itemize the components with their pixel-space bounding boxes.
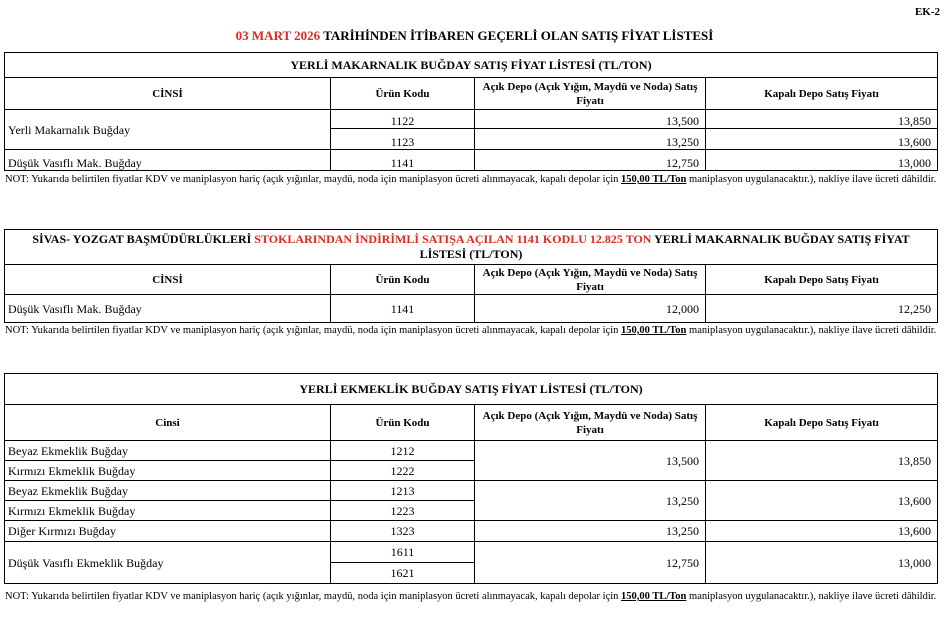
open-depot-price: 12,750 [475,150,706,171]
product-name: Diğer Kırmızı Buğday [5,521,331,542]
header-open-depot: Açık Depo (Açık Yığın, Maydü ve Noda) Satış Fiyatı [475,78,706,110]
closed-depot-price: 13,600 [706,521,938,542]
header-cinsi: Cinsi [5,405,331,441]
manipulation-fee: 150,00 TL/Ton [621,174,687,185]
header-open-depot: Açık Depo (Açık Yığın, Maydü ve Noda) Satış Fiyatı [475,265,706,295]
product-name: Beyaz Ekmeklik Buğday [5,441,331,461]
page-title [0,28,949,44]
header-closed-depot: Kapalı Depo Satış Fiyatı [706,265,938,295]
open-depot-price: 13,250 [475,521,706,542]
bread-wheat-price-table [4,373,938,584]
product-name: Yerli Makarnalık Buğday [5,110,331,150]
closed-depot-price: 13,600 [706,481,938,521]
manipulation-fee: 150,00 TL/Ton [621,325,687,336]
closed-depot-price: 13,600 [706,129,938,150]
product-name: Düşük Vasıflı Ekmeklik Buğday [5,542,331,584]
open-depot-price: 13,500 [475,441,706,481]
section-title: YERLİ EKMEKLİK BUĞDAY SATIŞ FİYAT LİSTESİ (TL/TON) [5,374,938,405]
header-open-depot: Açık Depo (Açık Yığın, Maydü ve Noda) Satış Fiyatı [475,405,706,441]
open-depot-price: 13,250 [475,129,706,150]
product-code: 1122 [331,110,475,129]
title-date: 03 MART 2026 [235,28,321,43]
price-note: NOT: Yukarıda belirtilen fiyatlar KDV ve maniplasyon hariç (açık yığınlar, maydü, noda için maniplasyon ücreti alınmayacak, kapalı depolar için 150,00 TL/Ton maniplasyon uygulanacaktır.), nakliye ilave ücreti dâhildir. [5,591,937,602]
product-code: 1222 [331,461,475,481]
title-text: TARİHİNDEN İTİBAREN GEÇERLİ OLAN SATIŞ FİYAT LİSTESİ [320,28,714,43]
product-name: Kırmızı Ekmeklik Buğday [5,461,331,481]
closed-depot-price: 13,850 [706,110,938,129]
discount-highlight: STOKLARINDAN İNDİRİMLİ SATIŞA AÇILAN 1141 KODLU 12.825 TON [254,232,652,246]
product-name: Beyaz Ekmeklik Buğday [5,481,331,501]
price-note: NOT: Yukarıda belirtilen fiyatlar KDV ve maniplasyon hariç (açık yığınlar, maydü, noda için maniplasyon ücreti alınmayacak, kapalı depolar için 150,00 TL/Ton maniplasyon uygulanacaktır.), nakliye ilave ücreti dâhildir. [5,174,937,185]
product-code: 1223 [331,501,475,521]
header-cinsi: CİNSİ [5,265,331,295]
header-product-code: Ürün Kodu [331,405,475,441]
product-code: 1141 [331,150,475,171]
product-code: 1611 [331,542,475,563]
header-product-code: Ürün Kodu [331,78,475,110]
price-note: NOT: Yukarıda belirtilen fiyatlar KDV ve maniplasyon hariç (açık yığınlar, maydü, noda için maniplasyon ücreti alınmayacak, kapalı depolar için 150,00 TL/Ton maniplasyon uygulanacaktır.), nakliye ilave ücreti dâhildir. [5,325,937,336]
open-depot-price: 12,750 [475,542,706,584]
open-depot-price: 12,000 [475,295,706,323]
product-name: Kırmızı Ekmeklik Buğday [5,501,331,521]
product-code: 1141 [331,295,475,323]
product-code: 1323 [331,521,475,542]
open-depot-price: 13,250 [475,481,706,521]
closed-depot-price: 12,250 [706,295,938,323]
manipulation-fee: 150,00 TL/Ton [621,591,687,602]
product-code: 1213 [331,481,475,501]
product-code: 1123 [331,129,475,150]
section-title: SİVAS- YOZGAT BAŞMÜDÜRLÜKLERİ STOKLARINDAN İNDİRİMLİ SATIŞA AÇILAN 1141 KODLU 12.825 TON YERLİ MAKARNALIK BUĞDAY SATIŞ FİYAT LİSTESİ (TL/TON) [5,230,938,265]
closed-depot-price: 13,000 [706,150,938,171]
closed-depot-price: 13,000 [706,542,938,584]
durum-wheat-price-table [4,52,938,171]
product-code: 1621 [331,563,475,584]
open-depot-price: 13,500 [475,110,706,129]
header-cinsi: CİNSİ [5,78,331,110]
product-name: Düşük Vasıflı Mak. Buğday [5,150,331,171]
product-name: Düşük Vasıflı Mak. Buğday [5,295,331,323]
header-closed-depot: Kapalı Depo Satış Fiyatı [706,78,938,110]
header-closed-depot: Kapalı Depo Satış Fiyatı [706,405,938,441]
closed-depot-price: 13,850 [706,441,938,481]
product-code: 1212 [331,441,475,461]
header-product-code: Ürün Kodu [331,265,475,295]
appendix-label: EK-2 [914,6,940,18]
section-title: YERLİ MAKARNALIK BUĞDAY SATIŞ FİYAT LİSTESİ (TL/TON) [5,53,938,78]
discounted-durum-wheat-table [4,229,938,323]
